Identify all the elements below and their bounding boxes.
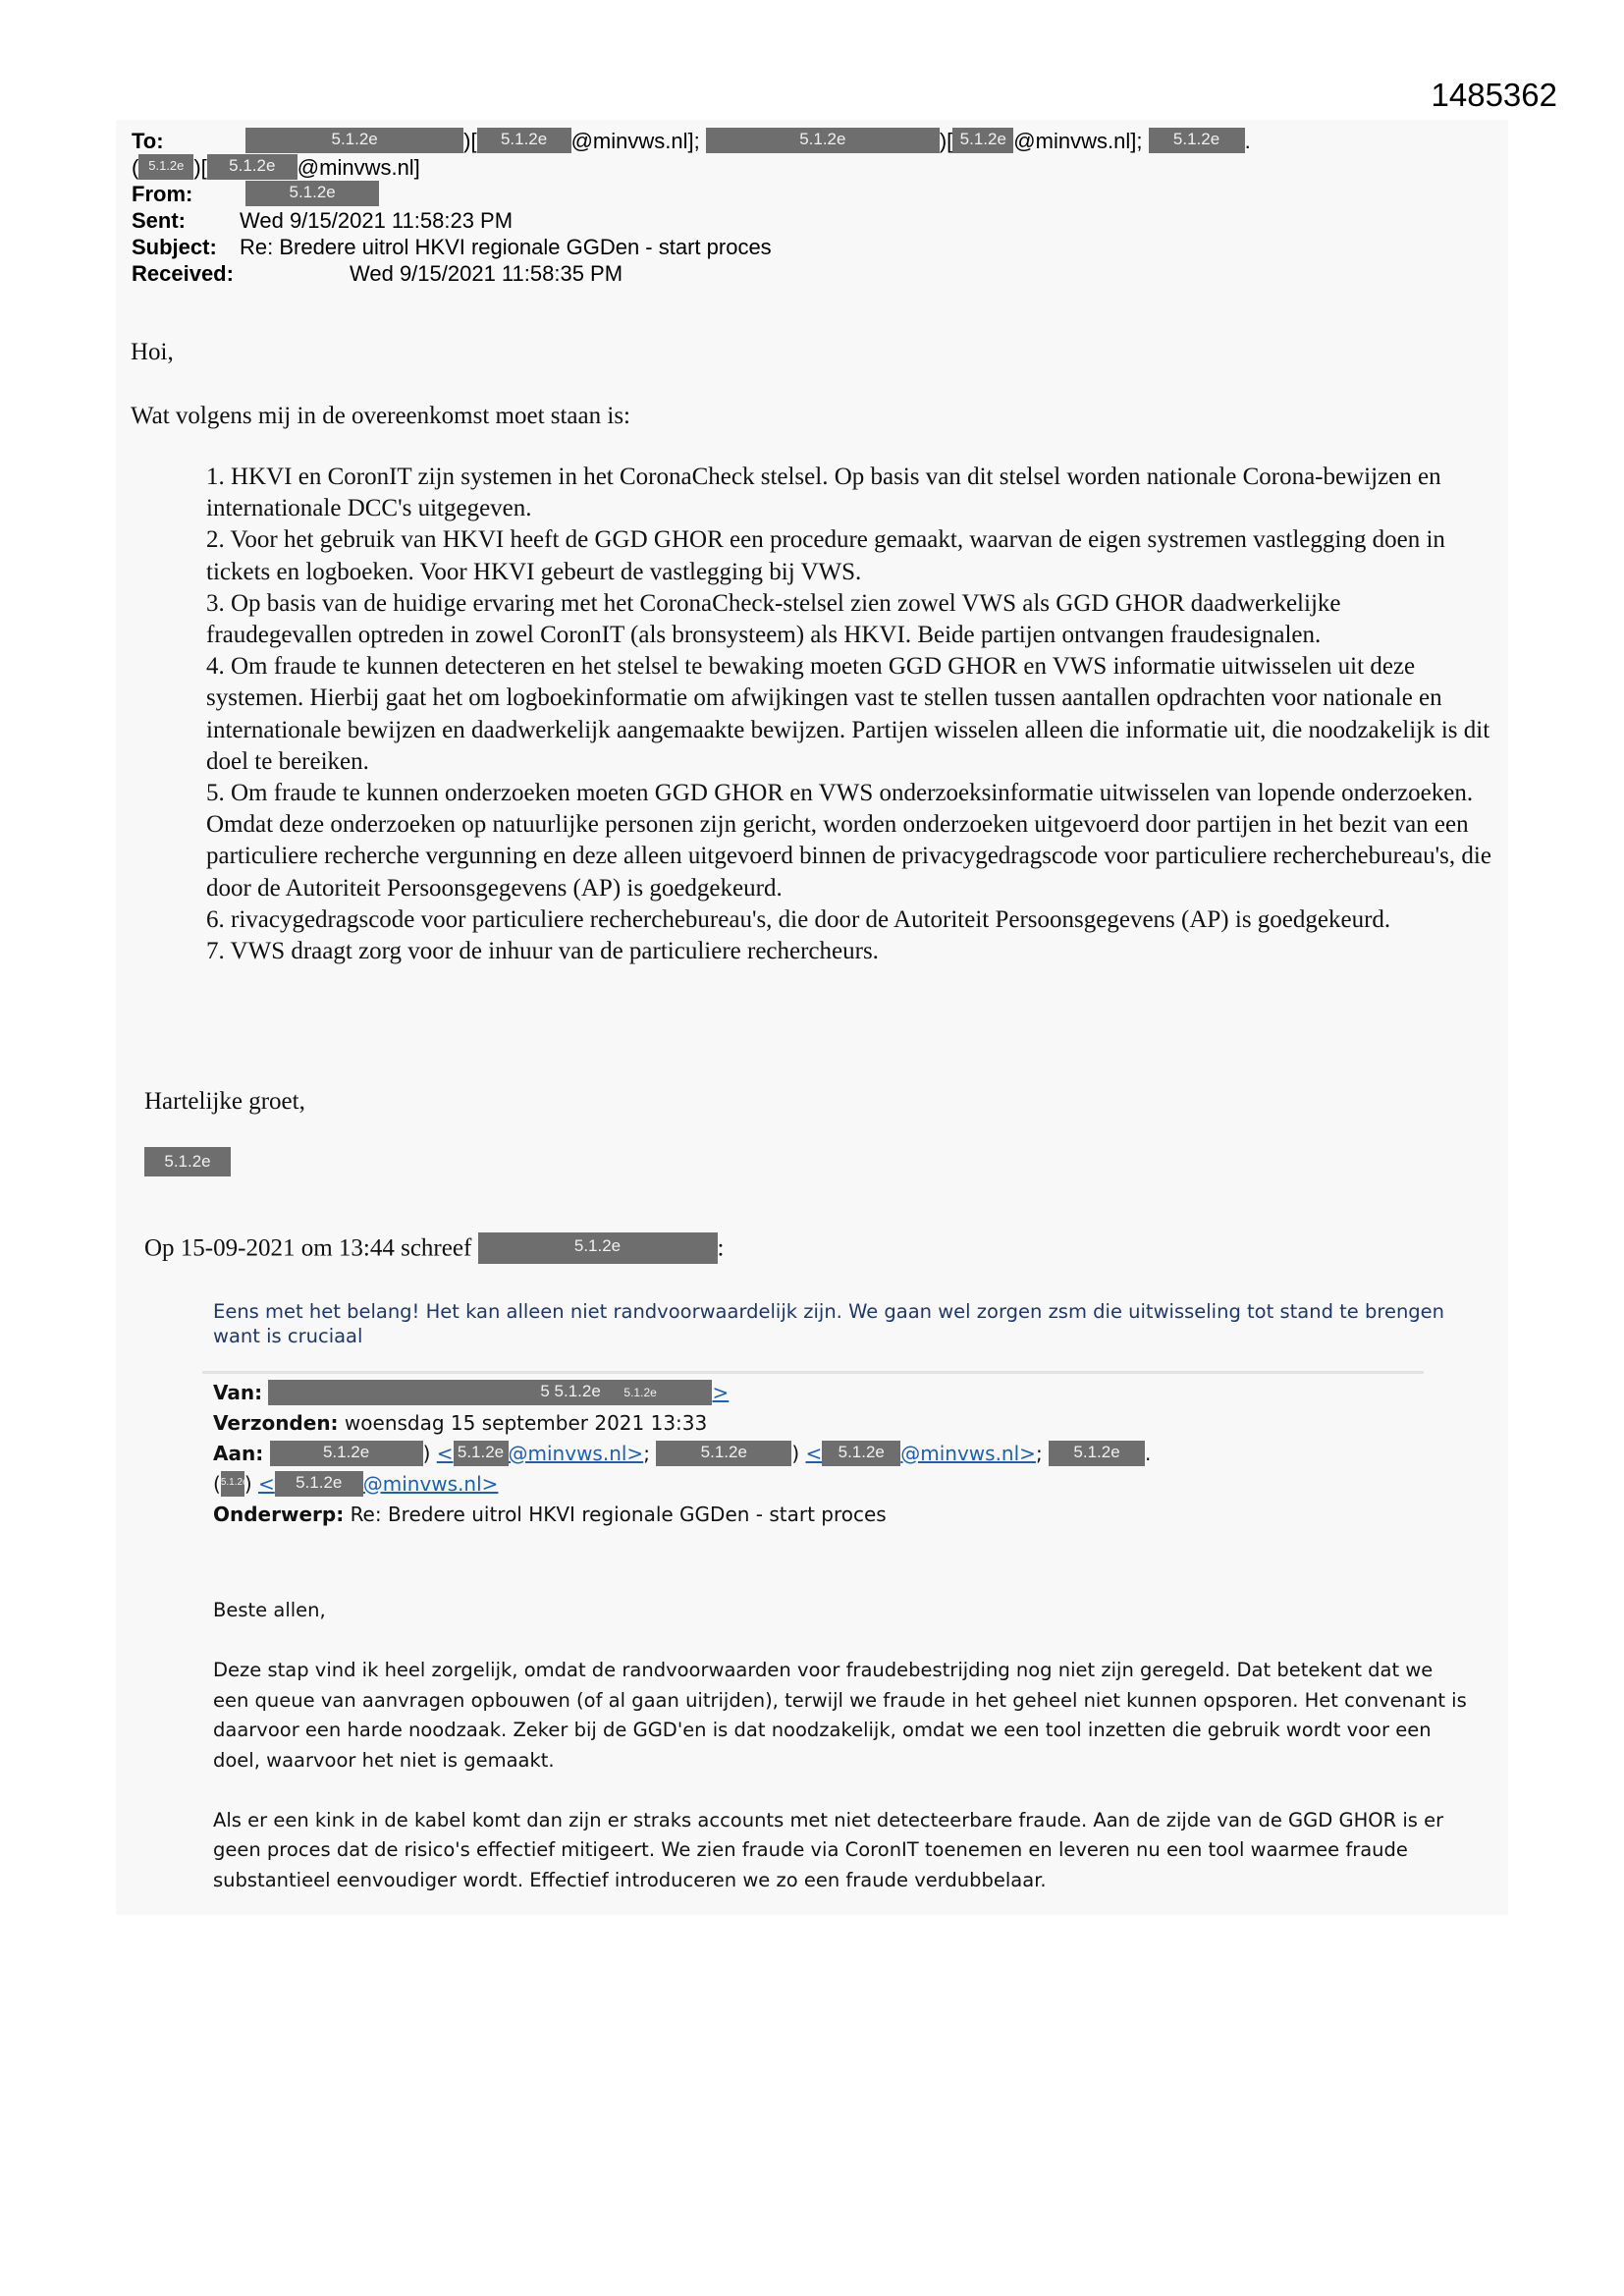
redaction: 5.1.2e [1149,128,1245,153]
redaction: 5.1.2e [454,1441,509,1466]
punctuation: ; [643,1442,650,1465]
separator: ) [791,1442,800,1465]
subject-row [132,234,1506,260]
aan-row [213,1439,1489,1469]
redaction-text: 5.1.2e [554,1381,601,1400]
redaction: 5.1.2e [138,154,193,180]
verzonden-value: woensdag 15 september 2021 13:33 [344,1411,708,1435]
aan-label: Aan: [213,1442,264,1465]
list-item: 1. HKVI en CoronIT zijn systemen in het CoronaCheck stelsel. Op basis van dit stelsel worden nationale Corona-bewijzen en internationale DCC's uitgegeven. [206,464,1441,522]
list-item: 7. VWS draagt zorg voor de inhuur van de particuliere rechercheurs. [206,938,879,965]
sent-label: Sent: [132,208,186,233]
email-link[interactable]: @minvws.nl> [900,1442,1036,1465]
redaction-text: 5.1.2e [623,1385,657,1399]
redaction: 5.1.2e [656,1441,791,1466]
onderwerp-row [213,1500,1489,1530]
aan-row-continued [213,1469,1489,1500]
document-id: 1485362 [1431,77,1557,113]
separator: ) [244,1472,252,1496]
email-link[interactable]: @minvws.nl> [362,1472,499,1496]
list-item: 6. rivacygedragscode voor particuliere recherchebureau's, die door de Autoriteit Persoonsgegevens (AP) is goedgekeurd. [206,905,1391,933]
van-row [213,1378,1489,1408]
reply-text: Eens met het belang! Het kan alleen niet randvoorwaardelijk zijn. We gaan wel zorgen zsm die uitwisseling tot stand te brengen want is cruciaal [213,1300,1445,1347]
email-link[interactable]: > [712,1381,730,1404]
received-row [132,260,1506,287]
separator: ) [422,1442,431,1465]
attribution-text: Op 15-09-2021 om 13:44 schreef [144,1234,472,1262]
punctuation: . [1244,129,1251,153]
redaction: 5.1.2e [706,128,940,153]
email-domain: @minvws.nl]; [1013,129,1143,153]
email-link[interactable]: < [257,1472,275,1496]
punctuation: : [717,1234,725,1262]
punctuation: ( [132,155,139,180]
quoted-header [213,1378,1489,1530]
redaction: 5.1.2e [478,1232,718,1264]
separator: )[ [939,129,953,153]
greeting: Hoi, [131,339,174,365]
email-link[interactable]: @minvws.nl> [508,1442,644,1465]
list-item: 4. Om fraude te kunnen detecteren en het stelsel te bewaking moeten GGD GHOR en VWS informatie uitwisselen uit deze systemen. Hierbij gaat het om logboekinformatie om afwijkingen vast te stellen tussen aantallen opdrachten voor nationale en internationale bewijzen en daadwerkelijk aangemaakte bewijzen. Partijen wisselen alleen die informatie uit, die noodzakelijk is dit doel te bereiken. [206,653,1490,775]
punctuation: . [1145,1442,1152,1465]
quoted-paragraph: Deze stap vind ik heel zorgelijk, omdat de randvoorwaarden voor fraudebestrijding nog niet zijn geregeld. Dat betekent dat we een queue van aanvragen opbouwen (of al gaan uitrijden), terwijl we fraude in het geheel niet kunnen opsporen. Het convenant is daarvoor een harde noodzaak. Zeker bij de GGD'en is dat noodzakelijk, omdat we een tool inzetten die gebruik wordt voor een doel, waarvoor het niet is gemaakt. [213,1659,1467,1772]
redaction: 5.1.2e [952,128,1013,153]
numbered-list [206,462,1492,967]
verzonden-row [213,1408,1489,1439]
redaction: 5.1.2e [245,181,379,206]
redaction: 5.1.2e [144,1147,231,1176]
redaction-text: 5 [540,1381,550,1400]
intro-text: Wat volgens mij in de overeenkomst moet staan is: [131,403,630,429]
list-item: 5. Om fraude te kunnen onderzoeken moeten GGD GHOR en VWS onderzoeksinformatie uitwisselen van lopende onderzoeken. Omdat deze onderzoeken op natuurlijke personen zijn gericht, worden onderzoeken uitgevoerd door partijen in het bezit van een particuliere recherche vergunning en deze alleen uitgevoerd binnen de privacygedragscode voor particuliere recherchebureau's, die door de Autoriteit Persoonsgegevens (AP) is goedgekeurd. [206,780,1491,902]
from-row [132,181,1506,207]
van-label: Van: [213,1381,263,1404]
email-link[interactable]: < [805,1442,823,1465]
quote-attribution [144,1234,724,1266]
sent-value: Wed 9/15/2021 11:58:23 PM [240,208,514,233]
redaction: 5.1.2e [1049,1441,1145,1466]
email-domain: @minvws.nl] [297,155,420,180]
received-label: Received: [132,261,234,286]
signature [144,1149,231,1178]
subject-label: Subject: [132,235,217,259]
redaction: 5.1.2e [822,1441,900,1466]
divider [202,1371,1424,1374]
redaction: 5.1.2e [221,1471,244,1497]
sent-row [132,207,1506,234]
redaction: 5.1.2e [270,1441,423,1466]
email-domain: @minvws.nl]; [570,129,700,153]
redaction: 5.1.2e [207,154,298,180]
redaction: 5.1.2e [245,128,463,153]
to-row [132,128,1506,154]
separator: )[ [193,155,207,180]
quoted-body [213,1596,1470,1926]
list-item: 2. Voor het gebruik van HKVI heeft de GGD GHOR een procedure gemaakt, waarvan de eigen systremen vastlegging doen in tickets en logboeken. Voor HKVI gebeurt de vastlegging bij VWS. [206,526,1445,585]
punctuation: ; [1035,1442,1043,1465]
subject-value: Re: Bredere uitrol HKVI regionale GGDen - start proces [240,235,772,259]
redaction: 5.1.2e [275,1471,363,1497]
email-link[interactable]: < [436,1442,454,1465]
from-label: From: [132,182,193,206]
separator: )[ [463,129,477,153]
received-value: Wed 9/15/2021 11:58:35 PM [350,261,623,286]
redaction: 5.1.2e [477,128,571,153]
to-label: To: [132,129,164,153]
punctuation: ( [213,1472,221,1496]
quoted-paragraph: Als er een kink in de kabel komt dan zijn er straks accounts met niet detecteerbare fraude. Aan de zijde van de GGD GHOR is er geen proces dat de risico's effectief mitigeert. We zien fraude via CoronIT toenemen en leveren nu een tool waarmee fraude substantieel eenvoudiger wordt. Effectief introduceren we zo een fraude verdubbelaar. [213,1808,1444,1891]
email-header [132,128,1506,287]
closing: Hartelijke groet, [144,1088,305,1115]
to-row-continued [132,154,1506,181]
onderwerp-label: Onderwerp: [213,1503,345,1526]
onderwerp-value: Re: Bredere uitrol HKVI regionale GGDen - start proces [350,1503,887,1526]
quoted-greeting: Beste allen, [213,1599,326,1621]
verzonden-label: Verzonden: [213,1411,339,1435]
redaction [268,1380,712,1405]
list-item: 3. Op basis van de huidige ervaring met het CoronaCheck-stelsel zien zowel VWS als GGD GHOR daadwerkelijke fraudegevallen optreden in zowel CoronIT (als bronsysteem) als HKVI. Beide partijen ontvangen fraudesignalen. [206,589,1341,649]
